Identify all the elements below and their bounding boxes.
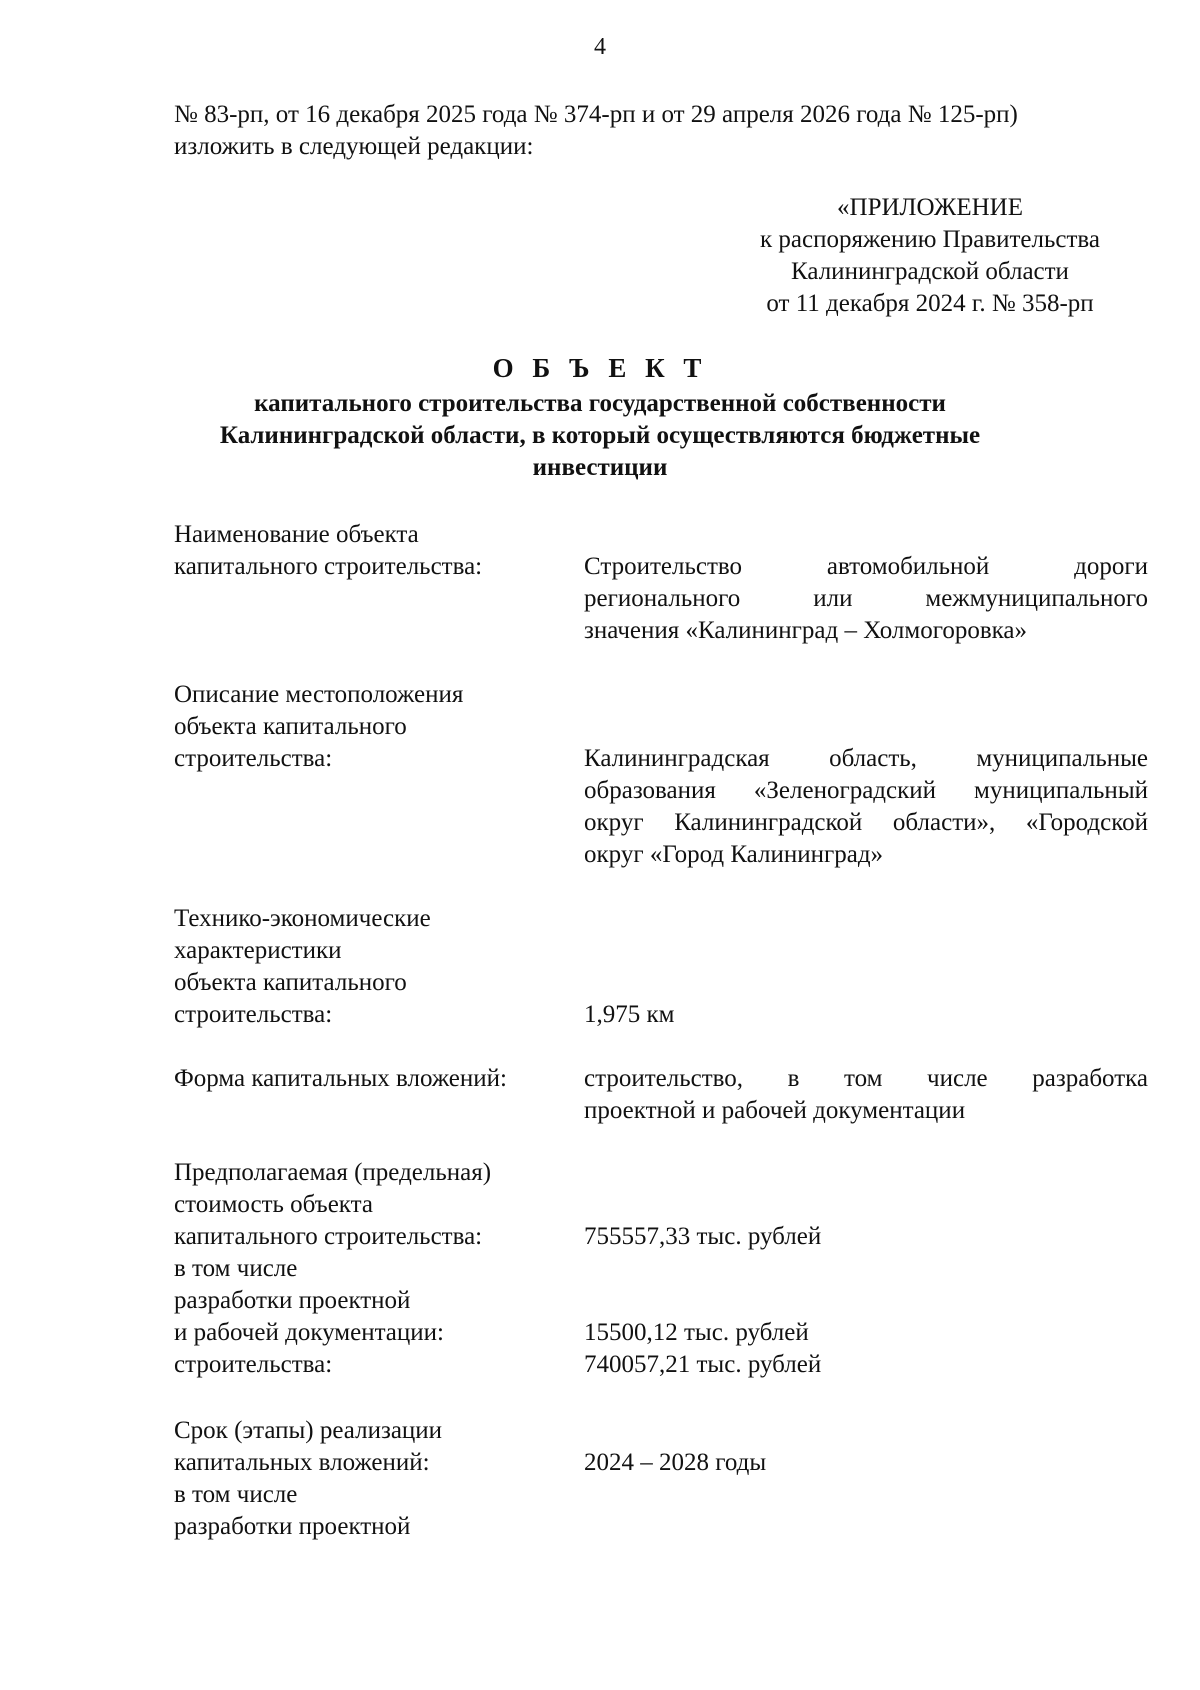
cost-label-6: и рабочей документации: [174, 1319, 444, 1346]
name-label-2: капитального строительства: [174, 553, 483, 580]
cost-total-value: 755557,33 тыс. рублей [584, 1223, 822, 1250]
annex-line-3: Калининградской области [791, 258, 1069, 285]
name-value-line-1: Строительство автомобильной дороги [584, 553, 1148, 580]
specs-label-4: строительства: [174, 1001, 333, 1028]
title-line-2: капитального строительства государственной собственности [254, 390, 946, 417]
document-title [150, 352, 1050, 386]
specs-label-3: объекта капитального [174, 969, 407, 996]
intro-line-2: изложить в следующей редакции: [174, 133, 534, 160]
intro-line-1: № 83-рп, от 16 декабря 2025 года № 374-рп и от 29 апреля 2026 года № 125-рп) [174, 101, 1018, 128]
title-line-3: Калининградской области, в который осуществляются бюджетные [219, 422, 981, 449]
cost-label-7: строительства: [174, 1351, 333, 1378]
form-value [584, 1064, 1148, 1128]
term-label-1: Срок (этапы) реализации [174, 1417, 443, 1444]
annex-line-4: от 11 декабря 2024 г. № 358-рп [766, 290, 1094, 317]
annex-line-2: к распоряжению Правительства [759, 226, 1100, 253]
term-label-4: разработки проектной [174, 1513, 411, 1540]
cost-label-1: Предполагаемая (предельная) [174, 1159, 492, 1186]
location-value-line-1: Калининградская область, муниципальные [584, 745, 1148, 772]
location-label-3: строительства: [174, 745, 333, 772]
term-value: 2024 – 2028 годы [584, 1449, 767, 1476]
annex-heading: «ПРИЛОЖЕНИЕ [837, 194, 1023, 221]
location-value-line-4: округ «Город Калининград» [584, 841, 884, 868]
title-word: О Б Ъ Е К Т [492, 353, 708, 383]
form-value-line-2: проектной и рабочей документации [584, 1097, 966, 1124]
cost-label-5: разработки проектной [174, 1287, 411, 1314]
page-number: 4 [594, 34, 606, 60]
name-label-1: Наименование объекта [174, 521, 419, 548]
name-value-line-2: регионального или межмуниципального [584, 585, 1148, 612]
name-value-line-3: значения «Калининград – Холмогоровка» [584, 617, 1027, 644]
term-label-2: капитальных вложений: [174, 1449, 430, 1476]
location-value-line-2: образования «Зеленоградский муниципальный [584, 777, 1148, 804]
term-label-3: в том числе [174, 1481, 298, 1508]
cost-label-2: стоимость объекта [174, 1191, 373, 1218]
specs-label-2: характеристики [174, 937, 342, 964]
cost-label-3: капитального строительства: [174, 1223, 483, 1250]
title-line-4: инвестиции [532, 454, 668, 481]
form-label: Форма капитальных вложений: [174, 1065, 507, 1092]
cost-label-4: в том числе [174, 1255, 298, 1282]
location-value-line-3: округ Калининградской области», «Городской [584, 809, 1148, 836]
location-label-1: Описание местоположения [174, 681, 464, 708]
cost-construction-value: 740057,21 тыс. рублей [584, 1351, 822, 1378]
cost-design-value: 15500,12 тыс. рублей [584, 1319, 809, 1346]
form-value-line-1: строительство, в том числе разработка [584, 1065, 1148, 1092]
location-label-2: объекта капитального [174, 713, 407, 740]
name-value [584, 552, 1148, 648]
specs-value: 1,975 км [584, 1001, 675, 1028]
specs-label-1: Технико-экономические [174, 905, 431, 932]
location-value [584, 744, 1148, 872]
